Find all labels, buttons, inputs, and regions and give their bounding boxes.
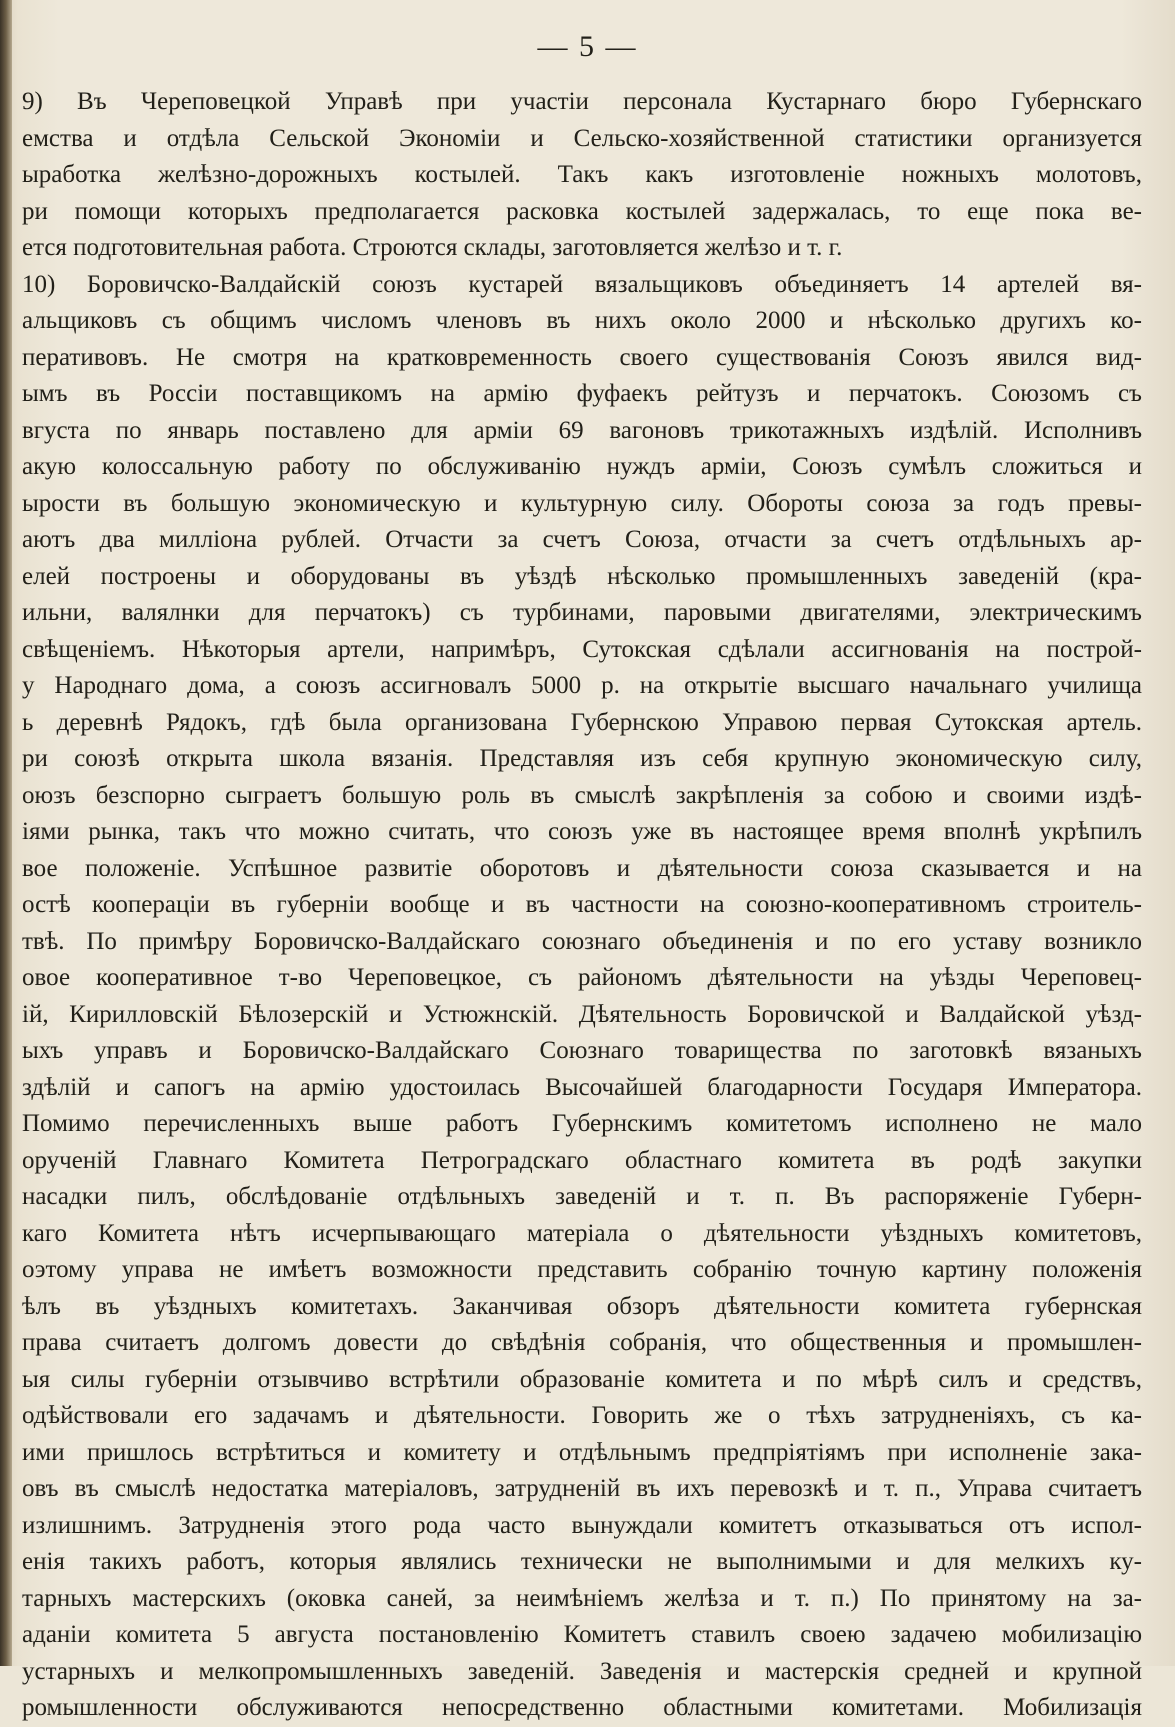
text-line: 9) Въ Череповецкой Управѣ при участіи персонала Кустарнаго бюро Губернскаго <box>22 88 1142 115</box>
text-line: акую колоссальную работу по обслуживанію нуждъ арміи, Союзъ сумѣлъ сложиться и <box>22 453 1142 480</box>
text-line: устарныхъ и мелкопромышленныхъ заведеній. Заведенія и мастерскія средней и крупной <box>22 1657 1142 1685</box>
text-line: емства и отдѣла Сельской Экономіи и Сельско-хозяйственной статистики организуется <box>22 124 1142 152</box>
text-line: ри помощи которыхъ предполагается расковка костылей задержалась, то еще пока ве- <box>22 197 1142 225</box>
text-line: елей построены и оборудованы въ уѣздѣ нѣсколько промышленныхъ заведеній (кра- <box>22 562 1142 590</box>
text-line: іями рынка, такъ что можно считать, что союзъ уже въ настоящее время вполнѣ укрѣпилъ <box>22 818 1142 845</box>
text-line: перативовъ. Не смотря на кратковременность своего существованія Союзъ явился вид- <box>22 343 1142 371</box>
text-line: тарныхъ мастерскихъ (оковка саней, за неимѣніемъ желѣза и т. п.) По принятому на за- <box>22 1584 1142 1612</box>
text-line: здѣлій и сапогъ на армію удостоилась Высочайшей благодарности Государя Императора. <box>22 1073 1142 1101</box>
text-line: ромышленности обслуживаются непосредственно областными комитетами. Мобилизація <box>22 1694 1142 1721</box>
text-line: ыхъ управъ и Боровичско-Валдайскаго Союзнаго товарищества по заготовкѣ вязаныхъ <box>22 1037 1142 1064</box>
text-line: аютъ два милліона рублей. Отчасти за счетъ Союза, отчасти за счетъ отдѣльныхъ ар- <box>22 526 1142 553</box>
text-line: оэтому управа не имѣетъ возможности представить собранію точную картину положенія <box>22 1256 1142 1283</box>
text-line: права считаетъ долгомъ довести до свѣдѣнія собранія, что общественныя и промышлен- <box>22 1329 1142 1356</box>
text-line: остѣ коопераціи въ губерніи вообще и въ частности на союзно-кооперативномъ строитель- <box>22 891 1142 918</box>
text-line: овъ въ смыслѣ недостатка матеріаловъ, затрудненій въ ихъ перевозкѣ и т. п., Управа считаетъ <box>22 1475 1142 1502</box>
text-line: аданіи комитета 5 августа постановленію Комитетъ ставилъ своею задачею мобилизацію <box>22 1621 1142 1648</box>
text-line: альщиковъ съ общимъ числомъ членовъ въ нихъ около 2000 и нѣсколько другихъ ко- <box>22 307 1142 334</box>
text-line: каго Комитета нѣтъ исчерпывающаго матеріала о дѣятельности уѣздныхъ комитетовъ, <box>22 1219 1142 1247</box>
text-line: вое положеніе. Успѣшное развитіе оборотовъ и дѣятельности союза сказывается и на <box>22 854 1142 882</box>
text-line: у Народнаго дома, а союзъ ассигновалъ 5000 р. на открытіе высшаго начальнаго училища <box>22 672 1142 699</box>
text-line: ильни, валялнки для перчатокъ) съ турбинами, паровыми двигателями, электрическимъ <box>22 599 1142 626</box>
text-line: ырости въ большую экономическую и культурную силу. Обороты союза за годъ превы- <box>22 489 1142 517</box>
text-line: ри союзѣ открыта школа вязанія. Представляя изъ себя крупную экономическую силу, <box>22 745 1142 772</box>
text-line: орученій Главнаго Комитета Петроградскаго областнаго комитета въ родѣ закупки <box>22 1146 1142 1174</box>
text-line: ыработка желѣзно-дорожныхъ костылей. Такъ какъ изготовленіе ножныхъ молотовъ, <box>22 161 1142 188</box>
text-line: ыя силы губерніи отзывчиво встрѣтили образованіе комитета и по мѣрѣ силъ и средствъ, <box>22 1365 1142 1393</box>
text-line: ымъ въ Россіи поставщикомъ на армію фуфаекъ рейтузъ и перчатокъ. Союзомъ съ <box>22 380 1142 407</box>
text-line: енія такихъ работъ, которыя являлись технически не выполнимыми и для мелкихъ ку- <box>22 1548 1142 1575</box>
text-line: овое кооперативное т-во Череповецкое, съ райономъ дѣятельности на уѣзды Череповец- <box>22 964 1142 991</box>
page-number: — 5 — <box>537 30 638 63</box>
text-line: ими пришлось встрѣтиться и комитету и отдѣльнымъ предпріятіямъ при исполненіе зака- <box>22 1438 1142 1466</box>
text-line: ь деревнѣ Рядокъ, гдѣ была организована Губернскою Управою первая Сутокская артель. <box>22 708 1142 736</box>
text-line: твѣ. По примѣру Боровичско-Валдайскаго союзнаго объединенія и по его уставу возникло <box>22 927 1142 955</box>
text-line: ѣлъ въ уѣздныхъ комитетахъ. Заканчивая обзоръ дѣятельности комитета губернская <box>22 1292 1142 1320</box>
text-line: вгуста по январь поставлено для арміи 69 вагоновъ трикотажныхъ издѣлій. Исполнивъ <box>22 416 1142 444</box>
text-line: ется подготовительная работа. Строются склады, заготовляется желѣзо и т. г. <box>22 234 843 261</box>
text-line: свѣщеніемъ. Нѣкоторыя артели, напримѣръ, Сутокская сдѣлали ассигнованія на построй- <box>22 635 1142 663</box>
text-line: оюзъ безспорно сыграетъ большую роль въ смыслѣ закрѣпленія за собою и своими издѣ- <box>22 781 1142 809</box>
text-line: 10) Боровичско-Валдайскій союзъ кустарей вязальщиковъ объединяетъ 14 артелей вя- <box>22 270 1142 298</box>
text-line: Помимо перечисленныхъ выше работъ Губернскимъ комитетомъ исполнено не мало <box>22 1110 1142 1137</box>
text-line: одѣйствовали его задачамъ и дѣятельности. Говорить же о тѣхъ затрудненіяхъ, съ ка- <box>22 1402 1142 1429</box>
body-text <box>22 84 1142 1727</box>
book-spine-shadow <box>0 0 12 1666</box>
text-line: ій, Кирилловскій Бѣлозерскій и Устюжнскій. Дѣятельность Боровичской и Валдайской уѣзд- <box>22 1000 1142 1028</box>
text-line: насадки пилъ, обслѣдованіе отдѣльныхъ заведеній и т. п. Въ распоряженіе Губерн- <box>22 1183 1142 1210</box>
text-line: излишнимъ. Затрудненія этого рода часто вынуждали комитетъ отказываться отъ испол- <box>22 1511 1142 1539</box>
